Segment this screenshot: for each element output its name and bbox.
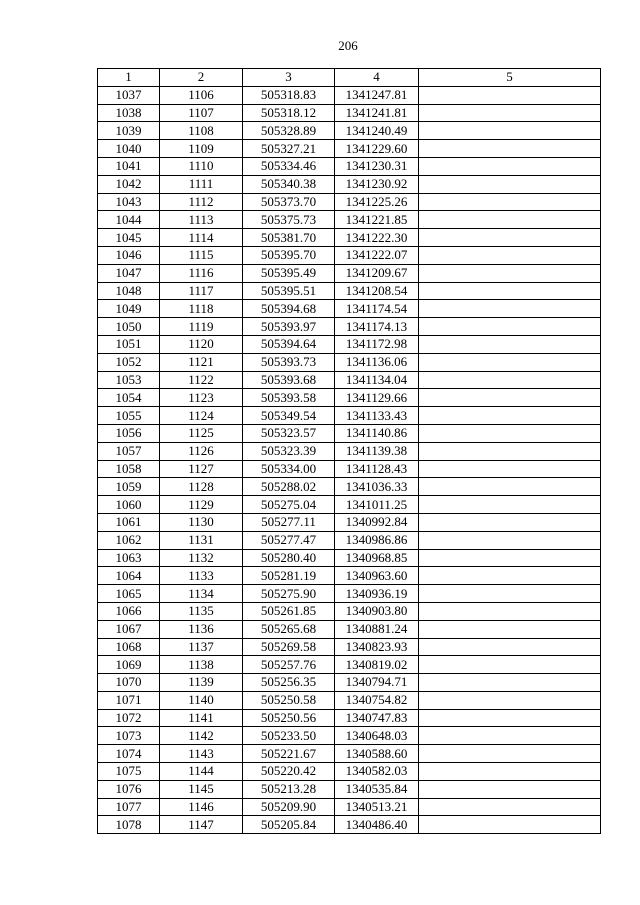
table-row — [98, 140, 601, 158]
table-cell-col-3: 505395.70 — [243, 246, 335, 264]
table-cell-col-5 — [419, 157, 601, 175]
table-cell-col-4: 1341209.67 — [335, 264, 419, 282]
table-cell-col-3: 505328.89 — [243, 122, 335, 140]
table-cell-col-1: 1064 — [98, 567, 160, 585]
table-cell-col-4: 1340823.93 — [335, 638, 419, 656]
table-cell-col-2: 1124 — [160, 407, 243, 425]
table-cell-col-1: 1038 — [98, 104, 160, 122]
table-cell-col-4: 1341222.07 — [335, 246, 419, 264]
table-cell-col-4: 1341036.33 — [335, 478, 419, 496]
table-cell-col-1: 1044 — [98, 211, 160, 229]
table-cell-col-4: 1340992.84 — [335, 513, 419, 531]
table-cell-col-4: 1340936.19 — [335, 585, 419, 603]
table-cell-col-4: 1340513.21 — [335, 798, 419, 816]
table-cell-col-2: 1114 — [160, 229, 243, 247]
table-cell-col-2: 1122 — [160, 371, 243, 389]
table-row — [98, 496, 601, 514]
table-row — [98, 674, 601, 692]
table-cell-col-4: 1340754.82 — [335, 691, 419, 709]
table-cell-col-3: 505394.68 — [243, 300, 335, 318]
table-cell-col-4: 1340881.24 — [335, 620, 419, 638]
table-cell-col-1: 1077 — [98, 798, 160, 816]
table-cell-col-4: 1340486.40 — [335, 816, 419, 834]
table-row — [98, 620, 601, 638]
table-cell-col-3: 505288.02 — [243, 478, 335, 496]
table-row — [98, 709, 601, 727]
table-cell-col-1: 1054 — [98, 389, 160, 407]
table-cell-col-1: 1039 — [98, 122, 160, 140]
table-cell-col-1: 1071 — [98, 691, 160, 709]
table-cell-col-4: 1341011.25 — [335, 496, 419, 514]
page-number: 206 — [338, 38, 358, 53]
table-cell-col-3: 505323.39 — [243, 442, 335, 460]
table-row — [98, 300, 601, 318]
table-cell-col-3: 505349.54 — [243, 407, 335, 425]
table-cell-col-5 — [419, 175, 601, 193]
table-cell-col-2: 1116 — [160, 264, 243, 282]
header-cell-3: 3 — [243, 69, 335, 87]
table-cell-col-3: 505275.90 — [243, 585, 335, 603]
table-row — [98, 282, 601, 300]
table-cell-col-2: 1129 — [160, 496, 243, 514]
table-cell-col-1: 1043 — [98, 193, 160, 211]
table-cell-col-1: 1065 — [98, 585, 160, 603]
table-cell-col-4: 1341229.60 — [335, 140, 419, 158]
table-cell-col-2: 1126 — [160, 442, 243, 460]
table-row — [98, 335, 601, 353]
table-cell-col-5 — [419, 549, 601, 567]
table-row — [98, 638, 601, 656]
table-cell-col-5 — [419, 620, 601, 638]
table-cell-col-3: 505334.46 — [243, 157, 335, 175]
table-cell-col-2: 1135 — [160, 602, 243, 620]
table-cell-col-5 — [419, 585, 601, 603]
table-cell-col-2: 1111 — [160, 175, 243, 193]
table-cell-col-1: 1073 — [98, 727, 160, 745]
table-cell-col-2: 1121 — [160, 353, 243, 371]
table-cell-col-5 — [419, 602, 601, 620]
table-cell-col-1: 1074 — [98, 745, 160, 763]
table-row — [98, 727, 601, 745]
table-cell-col-1: 1061 — [98, 513, 160, 531]
table-cell-col-1: 1045 — [98, 229, 160, 247]
table-cell-col-2: 1131 — [160, 531, 243, 549]
table-body — [98, 86, 601, 833]
table-cell-col-5 — [419, 140, 601, 158]
table-row — [98, 585, 601, 603]
header-cell-5: 5 — [419, 69, 601, 87]
table-cell-col-4: 1341174.13 — [335, 318, 419, 336]
table-cell-col-4: 1341133.43 — [335, 407, 419, 425]
table-cell-col-2: 1141 — [160, 709, 243, 727]
table-cell-col-2: 1106 — [160, 86, 243, 104]
table-cell-col-3: 505265.68 — [243, 620, 335, 638]
table-cell-col-3: 505318.12 — [243, 104, 335, 122]
table-cell-col-5 — [419, 674, 601, 692]
table-cell-col-1: 1042 — [98, 175, 160, 193]
table-cell-col-3: 505257.76 — [243, 656, 335, 674]
table-cell-col-2: 1146 — [160, 798, 243, 816]
table-cell-col-3: 505375.73 — [243, 211, 335, 229]
table-cell-col-5 — [419, 407, 601, 425]
table-cell-col-4: 1341222.30 — [335, 229, 419, 247]
table-cell-col-5 — [419, 513, 601, 531]
table-cell-col-3: 505393.97 — [243, 318, 335, 336]
table-cell-col-4: 1341208.54 — [335, 282, 419, 300]
table-cell-col-1: 1055 — [98, 407, 160, 425]
table-row — [98, 816, 601, 834]
header-row — [98, 69, 601, 87]
table-cell-col-3: 505221.67 — [243, 745, 335, 763]
table-cell-col-4: 1341247.81 — [335, 86, 419, 104]
table-cell-col-5 — [419, 798, 601, 816]
table-cell-col-2: 1125 — [160, 424, 243, 442]
table-row — [98, 389, 601, 407]
table-cell-col-2: 1137 — [160, 638, 243, 656]
table-cell-col-5 — [419, 478, 601, 496]
table-row — [98, 407, 601, 425]
table-cell-col-1: 1037 — [98, 86, 160, 104]
table-cell-col-1: 1075 — [98, 763, 160, 781]
table-cell-col-1: 1070 — [98, 674, 160, 692]
coordinates-table — [97, 68, 601, 834]
table-row — [98, 549, 601, 567]
table-cell-col-1: 1046 — [98, 246, 160, 264]
table-cell-col-1: 1049 — [98, 300, 160, 318]
table-cell-col-3: 505256.35 — [243, 674, 335, 692]
table-row — [98, 763, 601, 781]
table-row — [98, 602, 601, 620]
table-cell-col-1: 1048 — [98, 282, 160, 300]
table-row — [98, 371, 601, 389]
table-cell-col-3: 505340.38 — [243, 175, 335, 193]
table-cell-col-1: 1052 — [98, 353, 160, 371]
table-cell-col-2: 1119 — [160, 318, 243, 336]
table-row — [98, 691, 601, 709]
header-cell-2: 2 — [160, 69, 243, 87]
table-row — [98, 353, 601, 371]
table-cell-col-2: 1136 — [160, 620, 243, 638]
table-row — [98, 531, 601, 549]
table-cell-col-4: 1340794.71 — [335, 674, 419, 692]
table-cell-col-5 — [419, 727, 601, 745]
table-cell-col-2: 1139 — [160, 674, 243, 692]
header-cell-4: 4 — [335, 69, 419, 87]
table-cell-col-2: 1144 — [160, 763, 243, 781]
table-cell-col-5 — [419, 656, 601, 674]
table-cell-col-5 — [419, 86, 601, 104]
table-cell-col-1: 1067 — [98, 620, 160, 638]
table-cell-col-2: 1143 — [160, 745, 243, 763]
table-cell-col-4: 1340582.03 — [335, 763, 419, 781]
table-cell-col-3: 505261.85 — [243, 602, 335, 620]
table-cell-col-5 — [419, 638, 601, 656]
table-cell-col-2: 1118 — [160, 300, 243, 318]
table-cell-col-2: 1130 — [160, 513, 243, 531]
table-cell-col-4: 1340819.02 — [335, 656, 419, 674]
table-cell-col-4: 1341139.38 — [335, 442, 419, 460]
table-cell-col-4: 1340648.03 — [335, 727, 419, 745]
table-cell-col-4: 1340986.86 — [335, 531, 419, 549]
table-cell-col-3: 505233.50 — [243, 727, 335, 745]
table-cell-col-1: 1069 — [98, 656, 160, 674]
table-cell-col-1: 1068 — [98, 638, 160, 656]
table-cell-col-5 — [419, 229, 601, 247]
table-cell-col-5 — [419, 496, 601, 514]
table-cell-col-3: 505250.58 — [243, 691, 335, 709]
table-cell-col-5 — [419, 211, 601, 229]
table-cell-col-1: 1058 — [98, 460, 160, 478]
table-cell-col-3: 505220.42 — [243, 763, 335, 781]
table-cell-col-1: 1047 — [98, 264, 160, 282]
table-cell-col-2: 1108 — [160, 122, 243, 140]
table-row — [98, 424, 601, 442]
table-row — [98, 193, 601, 211]
table-cell-col-2: 1120 — [160, 335, 243, 353]
table-cell-col-5 — [419, 691, 601, 709]
table-cell-col-4: 1341128.43 — [335, 460, 419, 478]
table-cell-col-3: 505280.40 — [243, 549, 335, 567]
table-cell-col-4: 1341225.26 — [335, 193, 419, 211]
table-cell-col-5 — [419, 709, 601, 727]
table-row — [98, 460, 601, 478]
table-cell-col-2: 1115 — [160, 246, 243, 264]
table-cell-col-4: 1341134.04 — [335, 371, 419, 389]
table-cell-col-2: 1142 — [160, 727, 243, 745]
table-cell-col-4: 1341172.98 — [335, 335, 419, 353]
table-cell-col-3: 505334.00 — [243, 460, 335, 478]
table-cell-col-3: 505250.56 — [243, 709, 335, 727]
table-cell-col-1: 1066 — [98, 602, 160, 620]
table-cell-col-4: 1341221.85 — [335, 211, 419, 229]
table-cell-col-2: 1107 — [160, 104, 243, 122]
table-cell-col-1: 1062 — [98, 531, 160, 549]
table-cell-col-5 — [419, 122, 601, 140]
table-cell-col-2: 1109 — [160, 140, 243, 158]
table-cell-col-2: 1134 — [160, 585, 243, 603]
table-cell-col-3: 505395.49 — [243, 264, 335, 282]
table-cell-col-5 — [419, 193, 601, 211]
table-cell-col-2: 1147 — [160, 816, 243, 834]
table-cell-col-1: 1057 — [98, 442, 160, 460]
table-row — [98, 442, 601, 460]
table-cell-col-1: 1050 — [98, 318, 160, 336]
table-cell-col-5 — [419, 300, 601, 318]
table-cell-col-1: 1063 — [98, 549, 160, 567]
table-cell-col-3: 505393.68 — [243, 371, 335, 389]
table-cell-col-4: 1341240.49 — [335, 122, 419, 140]
table-cell-col-4: 1340535.84 — [335, 780, 419, 798]
table-cell-col-4: 1340588.60 — [335, 745, 419, 763]
table-cell-col-1: 1056 — [98, 424, 160, 442]
table-cell-col-4: 1341129.66 — [335, 389, 419, 407]
table-cell-col-3: 505277.47 — [243, 531, 335, 549]
table-cell-col-1: 1040 — [98, 140, 160, 158]
table-cell-col-5 — [419, 531, 601, 549]
table-cell-col-2: 1110 — [160, 157, 243, 175]
table-cell-col-5 — [419, 389, 601, 407]
table-cell-col-2: 1117 — [160, 282, 243, 300]
table-cell-col-5 — [419, 567, 601, 585]
table-row — [98, 246, 601, 264]
table-row — [98, 318, 601, 336]
table-cell-col-4: 1341230.92 — [335, 175, 419, 193]
table-cell-col-3: 505393.58 — [243, 389, 335, 407]
table-cell-col-2: 1132 — [160, 549, 243, 567]
table-cell-col-1: 1059 — [98, 478, 160, 496]
table-cell-col-5 — [419, 104, 601, 122]
table-cell-col-5 — [419, 371, 601, 389]
table-row — [98, 104, 601, 122]
table-cell-col-5 — [419, 264, 601, 282]
table-cell-col-2: 1140 — [160, 691, 243, 709]
table-cell-col-4: 1341136.06 — [335, 353, 419, 371]
table-cell-col-4: 1340903.80 — [335, 602, 419, 620]
table-cell-col-5 — [419, 424, 601, 442]
table-row — [98, 478, 601, 496]
table-cell-col-3: 505213.28 — [243, 780, 335, 798]
table-header — [98, 69, 601, 87]
table-cell-col-5 — [419, 816, 601, 834]
table-cell-col-1: 1078 — [98, 816, 160, 834]
table-cell-col-1: 1053 — [98, 371, 160, 389]
table-cell-col-5 — [419, 318, 601, 336]
table-cell-col-1: 1051 — [98, 335, 160, 353]
table-cell-col-4: 1340968.85 — [335, 549, 419, 567]
table-cell-col-2: 1133 — [160, 567, 243, 585]
table-cell-col-3: 505277.11 — [243, 513, 335, 531]
table-cell-col-1: 1060 — [98, 496, 160, 514]
table-row — [98, 567, 601, 585]
table-row — [98, 157, 601, 175]
table-cell-col-1: 1076 — [98, 780, 160, 798]
table-cell-col-2: 1127 — [160, 460, 243, 478]
table-cell-col-5 — [419, 246, 601, 264]
table-row — [98, 745, 601, 763]
table-cell-col-3: 505394.64 — [243, 335, 335, 353]
table-row — [98, 86, 601, 104]
table-cell-col-2: 1123 — [160, 389, 243, 407]
table-cell-col-3: 505275.04 — [243, 496, 335, 514]
table-cell-col-2: 1128 — [160, 478, 243, 496]
table-cell-col-3: 505205.84 — [243, 816, 335, 834]
header-cell-1: 1 — [98, 69, 160, 87]
table-row — [98, 513, 601, 531]
table-cell-col-2: 1145 — [160, 780, 243, 798]
table-row — [98, 122, 601, 140]
table-row — [98, 798, 601, 816]
table-cell-col-3: 505393.73 — [243, 353, 335, 371]
table-cell-col-5 — [419, 745, 601, 763]
table-cell-col-2: 1138 — [160, 656, 243, 674]
table-cell-col-5 — [419, 282, 601, 300]
table-cell-col-5 — [419, 335, 601, 353]
table-cell-col-4: 1341241.81 — [335, 104, 419, 122]
table-cell-col-5 — [419, 763, 601, 781]
table-row — [98, 656, 601, 674]
table-cell-col-5 — [419, 442, 601, 460]
table-cell-col-3: 505373.70 — [243, 193, 335, 211]
table-cell-col-5 — [419, 460, 601, 478]
table-row — [98, 175, 601, 193]
table-cell-col-3: 505327.21 — [243, 140, 335, 158]
table-cell-col-3: 505269.58 — [243, 638, 335, 656]
table-cell-col-3: 505381.70 — [243, 229, 335, 247]
table-row — [98, 211, 601, 229]
table-cell-col-2: 1113 — [160, 211, 243, 229]
table-cell-col-1: 1041 — [98, 157, 160, 175]
table-cell-col-4: 1340747.83 — [335, 709, 419, 727]
table-cell-col-4: 1340963.60 — [335, 567, 419, 585]
table-cell-col-4: 1341174.54 — [335, 300, 419, 318]
table-row — [98, 229, 601, 247]
table-cell-col-1: 1072 — [98, 709, 160, 727]
table-cell-col-3: 505318.83 — [243, 86, 335, 104]
table-cell-col-3: 505395.51 — [243, 282, 335, 300]
table-cell-col-4: 1341140.86 — [335, 424, 419, 442]
table-row — [98, 264, 601, 282]
table-cell-col-5 — [419, 353, 601, 371]
table-cell-col-4: 1341230.31 — [335, 157, 419, 175]
table-cell-col-3: 505209.90 — [243, 798, 335, 816]
table-cell-col-3: 505281.19 — [243, 567, 335, 585]
table-row — [98, 780, 601, 798]
table-cell-col-5 — [419, 780, 601, 798]
table-cell-col-3: 505323.57 — [243, 424, 335, 442]
table-cell-col-2: 1112 — [160, 193, 243, 211]
